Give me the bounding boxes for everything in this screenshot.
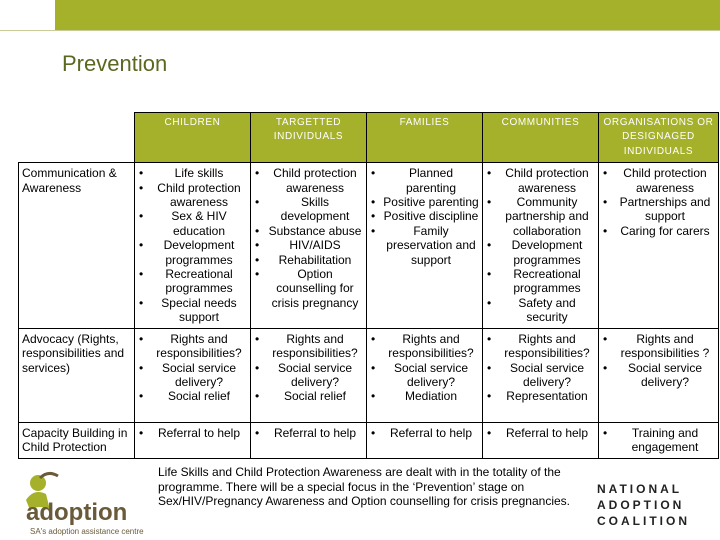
bullet-list — [138, 426, 247, 440]
list-item: • Social service delivery? — [383, 361, 479, 390]
row-label: Communication & Awareness — [19, 163, 135, 328]
table-cell — [483, 163, 599, 328]
bullet-list — [370, 426, 479, 440]
table-cell — [599, 163, 719, 328]
logo-line-coalition: COALITION — [597, 514, 690, 528]
bullet-list — [254, 166, 363, 310]
column-header: ORGANISATIONS OR DESIGNAGED INDIVIDUALS — [599, 113, 719, 163]
page-title: Prevention — [62, 51, 168, 76]
list-item: • Social service delivery? — [267, 361, 363, 390]
table-cell — [599, 422, 719, 458]
table-cell — [135, 328, 251, 422]
table-cell — [367, 163, 483, 328]
bullet-list — [602, 166, 715, 238]
bullet-list — [602, 426, 715, 455]
list-item: • Social service delivery? — [499, 361, 595, 390]
column-header: TARGETTED INDIVIDUALS — [251, 113, 367, 163]
bullet-list — [254, 426, 363, 440]
list-item: • Rehabilitation — [267, 253, 363, 267]
list-item: • Referral to help — [267, 426, 363, 440]
bullet-list — [602, 332, 715, 390]
list-item: • Development programmes — [499, 238, 595, 267]
table-row — [19, 422, 719, 458]
list-item: • Referral to help — [499, 426, 595, 440]
table-cell — [367, 422, 483, 458]
list-item: • Mediation — [383, 389, 479, 403]
list-item: • Life skills — [151, 166, 247, 180]
table-cell — [599, 328, 719, 422]
table-cell — [367, 328, 483, 422]
list-item: • Development programmes — [151, 238, 247, 267]
logo-wordmark: adoption — [26, 499, 128, 526]
list-item: • Representation — [499, 389, 595, 403]
header-bar — [55, 0, 720, 30]
list-item: • Rights and responsibilities? — [151, 332, 247, 361]
column-header: FAMILIES — [367, 113, 483, 163]
table-cell — [251, 163, 367, 328]
table-cell — [483, 422, 599, 458]
table-cell — [135, 422, 251, 458]
column-header: CHILDREN — [135, 113, 251, 163]
list-item: • Social service delivery? — [151, 361, 247, 390]
list-item: • Social service delivery? — [615, 361, 715, 390]
table-cell — [251, 422, 367, 458]
table-cell — [135, 163, 251, 328]
bullet-list — [486, 426, 595, 440]
list-item: • Social relief — [151, 389, 247, 403]
list-item: • Referral to help — [383, 426, 479, 440]
list-item: • Positive parenting — [383, 195, 479, 209]
table-cell — [483, 328, 599, 422]
national-adoption-coalition-logo — [595, 478, 705, 528]
list-item: • Rights and responsibilities? — [267, 332, 363, 361]
list-item: • Referral to help — [151, 426, 247, 440]
logo-line-national: NATIONAL — [597, 482, 683, 496]
bullet-list — [138, 332, 247, 404]
table-row — [19, 163, 719, 328]
list-item: • Rights and responsibilities? — [383, 332, 479, 361]
header-divider — [0, 30, 720, 31]
logo-tagline: SA's adoption assistance centre — [30, 527, 144, 536]
list-item: • Community partnership and collaboration — [499, 195, 595, 238]
bullet-list — [138, 166, 247, 324]
column-header: COMMUNITIES — [483, 113, 599, 163]
list-item: • Family preservation and support — [383, 224, 479, 267]
bullet-list — [370, 166, 479, 267]
list-item: • Planned parenting — [383, 166, 479, 195]
list-item: • Recreational programmes — [151, 267, 247, 296]
logo-line-adoption: ADOPTION — [597, 498, 685, 512]
bullet-list — [486, 332, 595, 404]
table-cell — [251, 328, 367, 422]
list-item: • Social relief — [267, 389, 363, 403]
list-item: • HIV/AIDS — [267, 238, 363, 252]
list-item: • Child protection awareness — [615, 166, 715, 195]
list-item: • Skills development — [267, 195, 363, 224]
list-item: • Partnerships and support — [615, 195, 715, 224]
list-item: • Caring for carers — [615, 224, 715, 238]
bullet-list — [486, 166, 595, 324]
bullet-list — [254, 332, 363, 404]
list-item: • Special needs support — [151, 296, 247, 325]
list-item: • Safety and security — [499, 296, 595, 325]
footnote: Life Skills and Child Protection Awareness are dealt with in the totality of the programme. There will be a special focus in the ‘Prevention’ stage on Sex/HIV/Pregnancy Awareness and Option counselling for crisis pregnancies. — [158, 465, 571, 508]
list-item: • Training and engagement — [615, 426, 715, 455]
adoption-logo — [18, 470, 158, 538]
list-item: • Option counselling for crisis pregnancy — [267, 267, 363, 310]
list-item: • Positive discipline — [383, 209, 479, 223]
list-item: • Rights and responsibilities? — [499, 332, 595, 361]
row-label: Advocacy (Rights, responsibilities and services) — [19, 328, 135, 422]
list-item: • Sex & HIV education — [151, 209, 247, 238]
list-item: • Recreational programmes — [499, 267, 595, 296]
list-item: • Substance abuse — [267, 224, 363, 238]
bullet-list — [370, 332, 479, 404]
list-item: • Child protection awareness — [151, 181, 247, 210]
list-item: • Child protection awareness — [499, 166, 595, 195]
list-item: • Rights and responsibilities ? — [615, 332, 715, 361]
table-row — [19, 328, 719, 422]
prevention-table — [18, 112, 719, 459]
list-item: • Child protection awareness — [267, 166, 363, 195]
corner-cell — [19, 113, 135, 163]
row-label: Capacity Building in Child Protection — [19, 422, 135, 458]
